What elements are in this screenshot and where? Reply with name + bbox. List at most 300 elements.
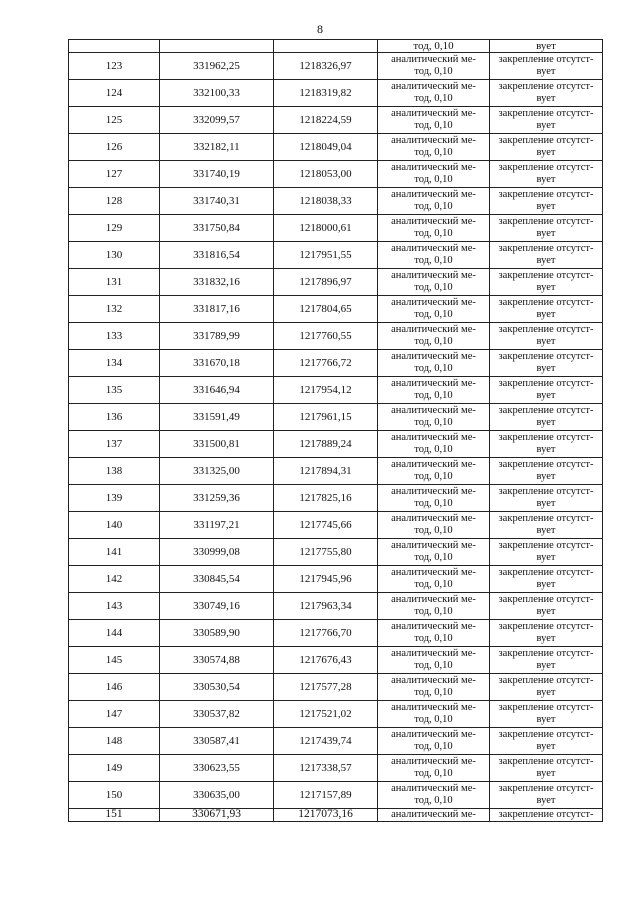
cell-fixing-text	[490, 567, 602, 591]
cell-method	[378, 431, 490, 458]
cell-method-text	[378, 108, 489, 132]
cell-y: 1217954,12	[274, 377, 378, 404]
cell-method	[378, 53, 490, 80]
cell-number: 124	[69, 80, 160, 107]
cell-method-line1: аналитический ме-	[391, 81, 476, 92]
cell-fixing-text	[490, 81, 602, 105]
cell-method-text	[378, 594, 489, 618]
cell-method-line2: тод, 0,10	[414, 498, 453, 509]
cell-method	[378, 323, 490, 350]
cell-method	[378, 269, 490, 296]
cell-method-text	[378, 243, 489, 267]
cell-method-line1: аналитический ме-	[391, 162, 476, 173]
cell-method-line2: тод, 0,10	[414, 552, 453, 563]
cell-method-text	[378, 378, 489, 402]
cell-number: 146	[69, 674, 160, 701]
cell-method-line1: аналитический ме-	[391, 351, 476, 362]
cell-fixing-line2: вует	[536, 174, 556, 185]
cell-y: 1217755,80	[274, 539, 378, 566]
cell-y: 1217951,55	[274, 242, 378, 269]
cell-method	[378, 80, 490, 107]
cell-x: 330671,93	[160, 809, 274, 822]
cell-y: 1217963,34	[274, 593, 378, 620]
cell-fixing-text	[490, 54, 602, 78]
cell-method-text	[378, 189, 489, 213]
cell-fixing-line1: закрепление отсутст-	[498, 216, 594, 227]
cell-method-line2: тод, 0,10	[414, 282, 453, 293]
cell-fixing	[490, 485, 603, 512]
cell-fixing	[490, 188, 603, 215]
cell-method-text	[378, 513, 489, 537]
cell-fixing-line2: вует	[536, 228, 556, 239]
cell-fixing	[490, 755, 603, 782]
cell-y: 1218224,59	[274, 107, 378, 134]
cell-fixing-line2: вует	[536, 309, 556, 320]
table-row	[69, 134, 603, 161]
cell-fixing-line2: вует	[536, 660, 556, 671]
table-row-last	[69, 809, 603, 822]
cell-method	[378, 782, 490, 809]
cell-method-line1: аналитический ме-	[391, 486, 476, 497]
cell-fixing	[490, 620, 603, 647]
cell-fixing-line1: закрепление отсутст-	[498, 162, 594, 173]
cell-fixing	[490, 377, 603, 404]
cell-number: 139	[69, 485, 160, 512]
cell-method-line1: аналитический ме-	[391, 270, 476, 281]
cell-method-line2: тод, 0,10	[414, 768, 453, 779]
cell-fixing-line2: вует	[536, 336, 556, 347]
cell-method-line1: аналитический ме-	[391, 594, 476, 605]
cell-method-line1: аналитический ме-	[391, 729, 476, 740]
cell-x: 330845,54	[160, 566, 274, 593]
cell-method: аналитический ме-	[378, 809, 490, 822]
coordinates-table-body	[69, 40, 603, 822]
cell-method-line2: тод, 0,10	[414, 255, 453, 266]
cell-y: 1217676,43	[274, 647, 378, 674]
cell-method-line2: тод, 0,10	[414, 741, 453, 752]
cell-method	[378, 161, 490, 188]
cell-fixing	[490, 404, 603, 431]
table-row	[69, 107, 603, 134]
cell-method-text	[378, 135, 489, 159]
cell-method	[378, 620, 490, 647]
table-row	[69, 269, 603, 296]
cell-method-line1: аналитический ме-	[391, 783, 476, 794]
cell-method-text	[378, 675, 489, 699]
cell-y: 1217896,97	[274, 269, 378, 296]
cell-fixing	[490, 593, 603, 620]
cell-y: 1218049,04	[274, 134, 378, 161]
cell-fixing-text	[490, 297, 602, 321]
cell-method	[378, 107, 490, 134]
cell-fixing: закрепление отсутст-	[490, 809, 603, 822]
cell-fixing-text	[490, 432, 602, 456]
cell-method-line1: аналитический ме-	[391, 54, 476, 65]
cell-x: 330530,54	[160, 674, 274, 701]
cell-y: 1217945,96	[274, 566, 378, 593]
cell-number: 150	[69, 782, 160, 809]
cell-y: 1217157,89	[274, 782, 378, 809]
cell-fixing-line2: вует	[536, 687, 556, 698]
cell-fixing-text	[490, 486, 602, 510]
cell-fixing	[490, 431, 603, 458]
table-row	[69, 431, 603, 458]
cell-method-line2: тод, 0,10	[414, 471, 453, 482]
cell-method-line1: аналитический ме-	[391, 621, 476, 632]
cell-method-text	[378, 432, 489, 456]
cell-fixing-line1: закрепление отсутст-	[498, 540, 594, 551]
cell-x: 331197,21	[160, 512, 274, 539]
cell-fixing-text	[490, 270, 602, 294]
cell-fixing-line2: вует	[536, 714, 556, 725]
cell-x: 331591,49	[160, 404, 274, 431]
cell-number: 141	[69, 539, 160, 566]
cell-method-text	[378, 54, 489, 78]
cell-method-text	[378, 405, 489, 429]
cell-fixing-line1: закрепление отсутст-	[498, 486, 594, 497]
cell-fixing-text	[490, 216, 602, 240]
table-row	[69, 161, 603, 188]
cell-method-text	[378, 297, 489, 321]
cell-method-text	[378, 351, 489, 375]
cell-fixing-text	[490, 162, 602, 186]
cell-method-line2: тод, 0,10	[414, 714, 453, 725]
table-row	[69, 674, 603, 701]
cell-method-line1: аналитический ме-	[391, 567, 476, 578]
cell-y: 1217577,28	[274, 674, 378, 701]
cell-method-line1: аналитический ме-	[391, 675, 476, 686]
cell-method-text	[378, 162, 489, 186]
table-row	[69, 539, 603, 566]
table-row	[69, 701, 603, 728]
cell-fixing-text	[490, 189, 602, 213]
cell-x	[160, 40, 274, 53]
cell-fixing-line2: вует	[536, 66, 556, 77]
cell-method-line2: тод, 0,10	[414, 174, 453, 185]
table-row	[69, 620, 603, 647]
cell-number: 134	[69, 350, 160, 377]
cell-x: 332100,33	[160, 80, 274, 107]
cell-y: 1217804,65	[274, 296, 378, 323]
cell-x: 331740,19	[160, 161, 274, 188]
cell-method-line1: аналитический ме-	[391, 459, 476, 470]
cell-method	[378, 350, 490, 377]
cell-y: 1217521,02	[274, 701, 378, 728]
cell-fixing	[490, 296, 603, 323]
cell-fixing	[490, 566, 603, 593]
cell-method	[378, 404, 490, 431]
cell-fixing-line2: вует	[536, 201, 556, 212]
cell-fixing-line1: закрепление отсутст-	[498, 270, 594, 281]
cell-fixing-line1: закрепление отсутст-	[498, 675, 594, 686]
cell-fixing-line2: вует	[536, 768, 556, 779]
cell-number: 147	[69, 701, 160, 728]
cell-fixing	[490, 134, 603, 161]
cell-y: 1217439,74	[274, 728, 378, 755]
cell-fixing-text	[490, 513, 602, 537]
cell-number: 140	[69, 512, 160, 539]
table-row	[69, 53, 603, 80]
cell-y: 1217961,15	[274, 404, 378, 431]
cell-number: 133	[69, 323, 160, 350]
cell-x: 331325,00	[160, 458, 274, 485]
cell-method	[378, 377, 490, 404]
cell-method	[378, 755, 490, 782]
cell-method	[378, 728, 490, 755]
cell-fixing-text	[490, 621, 602, 645]
cell-method-line1: аналитический ме-	[391, 405, 476, 416]
cell-fixing	[490, 107, 603, 134]
cell-method	[378, 512, 490, 539]
cell-y: 1217825,16	[274, 485, 378, 512]
cell-fixing-text	[490, 243, 602, 267]
cell-method-line1: аналитический ме-	[391, 648, 476, 659]
cell-fixing-line2: вует	[536, 363, 556, 374]
cell-fixing-line1: закрепление отсутст-	[498, 567, 594, 578]
cell-fixing	[490, 647, 603, 674]
cell-fixing	[490, 215, 603, 242]
cell-y: 1218000,61	[274, 215, 378, 242]
cell-fixing-line1: закрепление отсутст-	[498, 378, 594, 389]
cell-fixing-line2: вует	[536, 444, 556, 455]
table-row	[69, 296, 603, 323]
cell-fixing-line1: закрепление отсутст-	[498, 783, 594, 794]
cell-fixing-line1: закрепление отсутст-	[498, 702, 594, 713]
cell-x: 330635,00	[160, 782, 274, 809]
cell-number: 151	[69, 809, 160, 822]
cell-fixing-line2: вует	[536, 255, 556, 266]
cell-fixing	[490, 512, 603, 539]
cell-y	[274, 40, 378, 53]
cell-y: 1217894,31	[274, 458, 378, 485]
cell-method-line2: тод, 0,10	[414, 390, 453, 401]
table-row	[69, 728, 603, 755]
cell-number: 144	[69, 620, 160, 647]
cell-fixing	[490, 161, 603, 188]
cell-method	[378, 647, 490, 674]
cell-fixing-text	[490, 135, 602, 159]
cell-fixing-line1: закрепление отсутст-	[498, 756, 594, 767]
table-row	[69, 458, 603, 485]
cell-method-line2: тод, 0,10	[414, 417, 453, 428]
cell-method	[378, 566, 490, 593]
cell-x: 331816,54	[160, 242, 274, 269]
cell-x: 331259,36	[160, 485, 274, 512]
cell-number: 131	[69, 269, 160, 296]
cell-x: 330587,41	[160, 728, 274, 755]
cell-method-text	[378, 216, 489, 240]
cell-x: 330623,55	[160, 755, 274, 782]
cell-method-line2: тод, 0,10	[414, 120, 453, 131]
cell-method-line1: аналитический ме-	[391, 540, 476, 551]
cell-fixing-line2: вует	[536, 282, 556, 293]
cell-fixing-line1: закрепление отсутст-	[498, 297, 594, 308]
cell-method-line2: тод, 0,10	[414, 660, 453, 671]
cell-number: 136	[69, 404, 160, 431]
cell-number: 123	[69, 53, 160, 80]
cell-fixing-line1: закрепление отсутст-	[498, 405, 594, 416]
cell-method	[378, 242, 490, 269]
cell-fixing-text	[490, 756, 602, 780]
cell-fixing-line2: вует	[536, 552, 556, 563]
cell-y: 1217760,55	[274, 323, 378, 350]
cell-fixing-line1: закрепление отсутст-	[498, 54, 594, 65]
table-row	[69, 566, 603, 593]
table-row	[69, 188, 603, 215]
cell-method-line2: тод, 0,10	[414, 66, 453, 77]
cell-method-line2: тод, 0,10	[414, 363, 453, 374]
cell-fixing-text	[490, 378, 602, 402]
cell-fixing-text	[490, 702, 602, 726]
cell-number: 143	[69, 593, 160, 620]
cell-method	[378, 674, 490, 701]
cell-fixing-line1: закрепление отсутст-	[498, 324, 594, 335]
cell-fixing-text	[490, 351, 602, 375]
cell-method-text	[378, 702, 489, 726]
cell-method-text	[378, 324, 489, 348]
coordinates-table	[68, 39, 603, 822]
cell-y: 1218319,82	[274, 80, 378, 107]
cell-method-line1: аналитический ме-	[391, 216, 476, 227]
cell-fixing	[490, 701, 603, 728]
cell-method-line1: аналитический ме-	[391, 702, 476, 713]
cell-number: 137	[69, 431, 160, 458]
cell-method-line2: тод, 0,10	[414, 93, 453, 104]
cell-x: 330537,82	[160, 701, 274, 728]
cell-x: 330999,08	[160, 539, 274, 566]
cell-method-text	[378, 486, 489, 510]
table-row	[69, 377, 603, 404]
cell-number: 128	[69, 188, 160, 215]
cell-fixing-line1: закрепление отсутст-	[498, 459, 594, 470]
cell-fixing-text	[490, 540, 602, 564]
cell-method-text	[378, 729, 489, 753]
cell-number: 135	[69, 377, 160, 404]
cell-method-text	[378, 270, 489, 294]
cell-fixing-line1: закрепление отсутст-	[498, 594, 594, 605]
cell-fixing-line1: закрепление отсутст-	[498, 243, 594, 254]
cell-fixing-line2: вует	[536, 498, 556, 509]
cell-method-line2: тод, 0,10	[414, 579, 453, 590]
cell-number: 129	[69, 215, 160, 242]
cell-fixing-line2: вует	[536, 390, 556, 401]
cell-method-line2: тод, 0,10	[414, 147, 453, 158]
cell-x: 332182,11	[160, 134, 274, 161]
cell-fixing-line2: вует	[536, 417, 556, 428]
table-row-continuation	[69, 40, 603, 53]
cell-fixing-line1: закрепление отсутст-	[498, 81, 594, 92]
cell-fixing-line2: вует	[536, 606, 556, 617]
cell-method	[378, 134, 490, 161]
cell-fixing	[490, 458, 603, 485]
cell-x: 330749,16	[160, 593, 274, 620]
cell-fixing-line2: вует	[536, 633, 556, 644]
cell-fixing-line1: закрепление отсутст-	[498, 135, 594, 146]
cell-method-line2: тод, 0,10	[414, 444, 453, 455]
cell-method-line1: аналитический ме-	[391, 243, 476, 254]
cell-method-line1: аналитический ме-	[391, 108, 476, 119]
cell-method-line1: аналитический ме-	[391, 189, 476, 200]
cell-number	[69, 40, 160, 53]
cell-method	[378, 485, 490, 512]
cell-fixing-line2: вует	[536, 579, 556, 590]
cell-method-text	[378, 81, 489, 105]
cell-fixing-text	[490, 675, 602, 699]
cell-fixing-line2: вует	[536, 120, 556, 131]
cell-x: 332099,57	[160, 107, 274, 134]
cell-method-line2: тод, 0,10	[414, 336, 453, 347]
cell-number: 145	[69, 647, 160, 674]
cell-fixing	[490, 80, 603, 107]
cell-y: 1218053,00	[274, 161, 378, 188]
cell-y: 1217745,66	[274, 512, 378, 539]
cell-method-text	[378, 648, 489, 672]
cell-fixing-text	[490, 783, 602, 807]
cell-method-line1: аналитический ме-	[391, 432, 476, 443]
cell-fixing-line1: закрепление отсутст-	[498, 189, 594, 200]
table-row	[69, 647, 603, 674]
cell-method-text	[378, 621, 489, 645]
cell-fixing	[490, 782, 603, 809]
cell-fixing-line1: закрепление отсутст-	[498, 513, 594, 524]
cell-number: 138	[69, 458, 160, 485]
cell-method	[378, 593, 490, 620]
cell-fixing	[490, 674, 603, 701]
cell-method-line1: аналитический ме-	[391, 378, 476, 389]
cell-method-text	[378, 756, 489, 780]
table-row	[69, 485, 603, 512]
table-row	[69, 323, 603, 350]
cell-method: тод, 0,10	[378, 40, 490, 53]
cell-method-line1: аналитический ме-	[391, 513, 476, 524]
cell-y: 1217338,57	[274, 755, 378, 782]
cell-method	[378, 701, 490, 728]
table-row	[69, 782, 603, 809]
cell-number: 126	[69, 134, 160, 161]
cell-fixing-line2: вует	[536, 525, 556, 536]
cell-method-line2: тод, 0,10	[414, 633, 453, 644]
cell-fixing-line1: закрепление отсутст-	[498, 351, 594, 362]
cell-y: 1218038,33	[274, 188, 378, 215]
cell-method-line2: тод, 0,10	[414, 606, 453, 617]
cell-method-line2: тод, 0,10	[414, 795, 453, 806]
cell-fixing-text	[490, 324, 602, 348]
cell-method-line2: тод, 0,10	[414, 309, 453, 320]
table-row	[69, 593, 603, 620]
cell-number: 125	[69, 107, 160, 134]
cell-number: 148	[69, 728, 160, 755]
cell-number: 149	[69, 755, 160, 782]
cell-method	[378, 296, 490, 323]
cell-method-line2: тод, 0,10	[414, 525, 453, 536]
cell-fixing-line1: закрепление отсутст-	[498, 648, 594, 659]
cell-fixing-line2: вует	[536, 795, 556, 806]
cell-fixing	[490, 323, 603, 350]
cell-method-line1: аналитический ме-	[391, 324, 476, 335]
table-row	[69, 755, 603, 782]
cell-method	[378, 215, 490, 242]
cell-y: 1217766,72	[274, 350, 378, 377]
cell-x: 331740,31	[160, 188, 274, 215]
cell-fixing: вует	[490, 40, 603, 53]
cell-x: 331500,81	[160, 431, 274, 458]
cell-x: 330589,90	[160, 620, 274, 647]
cell-fixing-text	[490, 648, 602, 672]
cell-method-line2: тод, 0,10	[414, 687, 453, 698]
cell-x: 331670,18	[160, 350, 274, 377]
cell-method-text	[378, 459, 489, 483]
cell-fixing-text	[490, 594, 602, 618]
